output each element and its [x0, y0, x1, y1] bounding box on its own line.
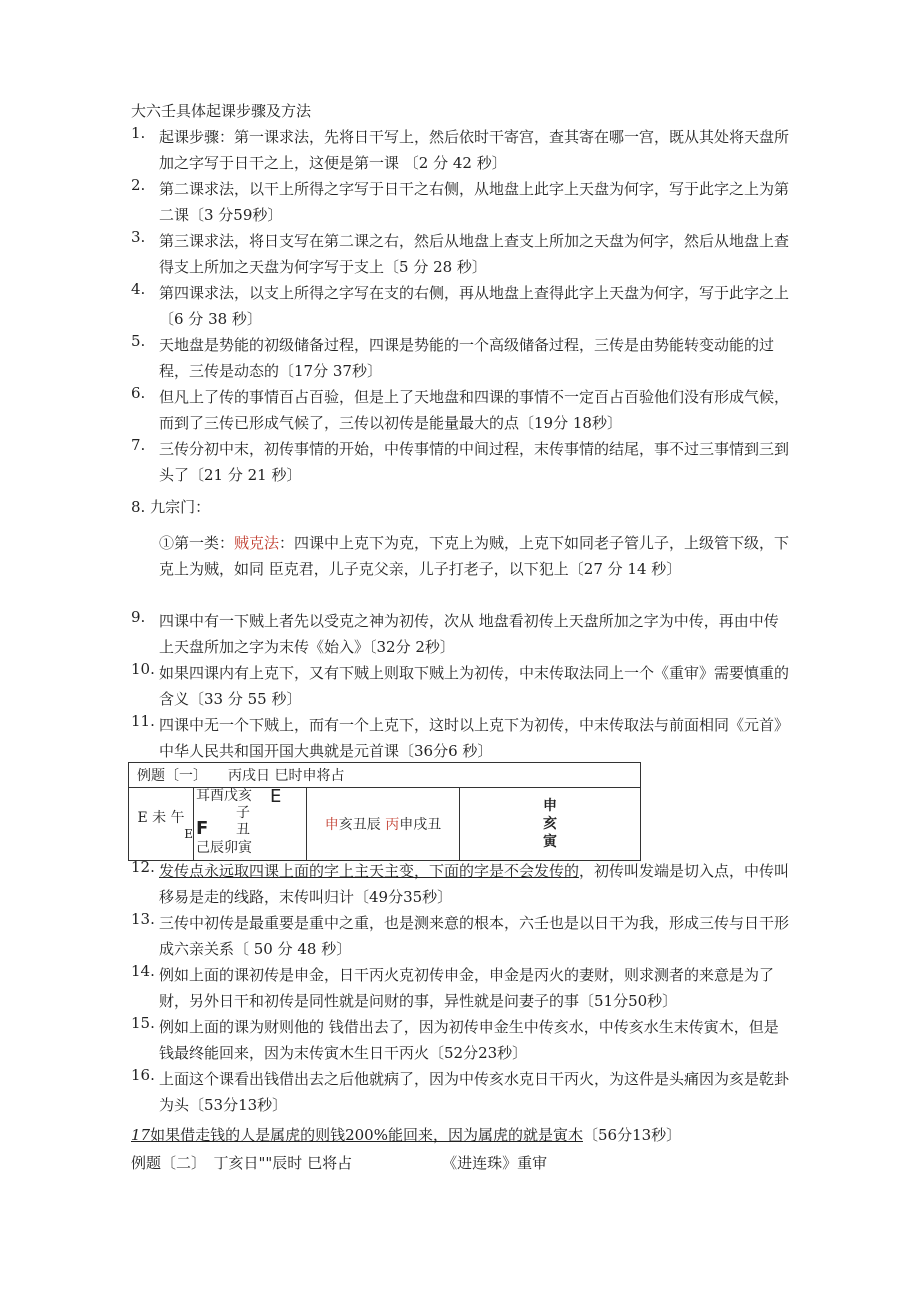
list-item — [131, 962, 791, 1014]
underlined-text: 发传点永远取四课上面的字上主天主变，下面的字是不会发传的 — [159, 862, 580, 880]
lesson-chars: 申戌丑 — [399, 817, 442, 833]
item-number: 10. — [131, 660, 155, 678]
list-item — [131, 280, 791, 332]
underlined-text: 如果借走钱的人是属虎的则钱200%能回来，因为属虎的就是寅木 — [150, 1126, 583, 1144]
list-item — [131, 124, 791, 176]
item-text: 例如上面的课初传是申金，日干丙火克初传申金，申金是丙火的妻财，则求测者的来意是为了财，另外日干和初传是同性就是问财的事，异性就是问妻子的事〔51分50秒〕 — [159, 966, 775, 1010]
item-text: 第二课求法，以干上所得之字写于日干之右侧，从地盘上此字上天盘为何字，写于此字之上为第二课〔3 分59秒〕 — [159, 180, 790, 224]
item-rest-text: ，初传叫发端是切入点，中传叫移易是走的线路，末传叫归计〔49分35秒〕 — [159, 862, 790, 906]
item-text: 如果四课内有上克下，又有下贼上则取下贼上为初传，中末传取法同上一个《重审》需要慎重的含义〔33 分 55 秒〕 — [159, 664, 790, 708]
class-one-prefix: ①第一类： — [159, 534, 235, 552]
list-item — [131, 858, 791, 910]
example-one-table — [128, 762, 641, 861]
item-number: 11. — [131, 712, 155, 730]
item-text: 上面这个课看出钱借出去之后他就病了，因为中传亥水克日干丙火，为这件是头痛因为亥是乾卦为头〔53分13秒〕 — [159, 1070, 790, 1114]
item-17-line — [131, 1122, 681, 1148]
item-number: 17 — [131, 1126, 151, 1144]
three-transmissions-cell — [460, 788, 641, 861]
plate-ring-cell — [194, 788, 307, 861]
item-number: 12. — [131, 858, 155, 876]
item-text: 第四课求法，以支上所得之字写在支的右侧，再从地盘上查得此字上天盘为何字，写于此字之上〔6 分 38 秒〕 — [159, 284, 790, 328]
list-item — [131, 228, 791, 280]
item-text: 四课中有一下贼上者先以受克之神为初传，次从 地盘看初传上天盘所加之字为中传，再由中传上天盘所加之字为末传《始入》〔32分 2秒〕 — [159, 612, 779, 656]
item-text: 三传分初中末，初传事情的开始，中传事情的中间过程，末传事情的结尾，事不过三事情到三到头了〔21 分 21 秒〕 — [159, 440, 790, 484]
middle-transmission: 亥 — [543, 816, 557, 832]
list-item — [131, 384, 791, 436]
example-one-header: 例题〔一〕 丙戌日 巳时申将占 — [129, 763, 641, 788]
plate-mark-f: F — [196, 818, 209, 839]
document-title: 大六壬具体起课步骤及方法 — [131, 102, 312, 120]
item-rest-text: 〔56分13秒〕 — [582, 1126, 682, 1144]
item-number: 2. — [131, 176, 146, 194]
class-one-name: 贼克法 — [234, 534, 280, 552]
final-transmission: 寅 — [543, 834, 557, 850]
four-lessons-cell — [307, 788, 460, 861]
plate-mark-e: E — [270, 786, 282, 807]
item-text: 起课步骤：第一课求法，先将日干写上，然后依时干寄宫，查其寄在哪一宫，既从其处将天盘所加之字写于日干之上，这便是第一课 〔2 分 42 秒〕 — [159, 128, 790, 172]
lesson-chars: 亥丑辰 — [338, 817, 386, 833]
item-number: 13. — [131, 910, 155, 928]
list-item — [131, 436, 791, 488]
item-number: 5. — [131, 332, 146, 350]
plate-bottom-row: 己辰卯寅 — [196, 840, 252, 856]
nine-school-heading: 8. 九宗门： — [131, 498, 211, 516]
initial-transmission: 申 — [543, 798, 557, 814]
item-text: 四课中无一个下贼上，而有一个上克下，这时以上克下为初传，中末传取法与前面相同《元首》中华人民共和国开国大典就是元首课〔36分6 秒〕 — [159, 716, 790, 760]
earth-plate-left-mark: E — [184, 827, 193, 841]
earth-plate-left-text: E 未 午 — [137, 810, 185, 826]
plate-mid-row-2: 丑 — [236, 822, 250, 838]
example-two-note: 《进连珠》重审 — [442, 1154, 548, 1172]
item-text: 第三课求法，将日支写在第二课之右，然后从地盘上查支上所加之天盘为何字，然后从地盘上查得支上所加之天盘为何字写于支上〔5 分 28 秒〕 — [159, 232, 790, 276]
item-number: 6. — [131, 384, 146, 402]
list-item — [131, 608, 791, 660]
item-number: 4. — [131, 280, 146, 298]
item-text — [159, 858, 791, 910]
list-item — [131, 1014, 791, 1066]
list-item — [131, 660, 791, 712]
list-item — [131, 176, 791, 228]
class-one-paragraph — [159, 530, 791, 582]
item-number: 9. — [131, 608, 146, 626]
earth-plate-left-cell — [129, 788, 194, 861]
list-item — [131, 1066, 791, 1118]
item-number: 16. — [131, 1066, 155, 1084]
plate-top-row: 耳酉戊亥 — [196, 788, 252, 804]
item-number: 7. — [131, 436, 146, 454]
list-item — [131, 910, 791, 962]
item-number: 15. — [131, 1014, 155, 1032]
item-number: 1. — [131, 124, 146, 142]
list-item — [131, 712, 791, 764]
item-number: 3. — [131, 228, 146, 246]
item-text: 例如上面的课为财则他的 钱借出去了，因为初传申金生中传亥水，中传亥水生末传寅木，但是钱最终能回来，因为末传寅木生日干丙火〔52分23秒〕 — [159, 1018, 779, 1062]
class-one-text: ：四课中上克下为克，下克上为贼，上克下如同老子管儿子，上级管下级，下克上为贼，如同 臣克君，儿子克父亲，儿子打老子，以下犯上〔27 分 14 秒〕 — [159, 534, 790, 578]
item-text: 三传中初传是最重要是重中之重，也是测来意的根本，六壬也是以日干为我，形成三传与日干形成六亲关系〔 50 分 48 秒〕 — [159, 914, 790, 958]
example-two-header: 例题〔二〕 丁亥日""辰时 巳将占 — [131, 1154, 353, 1172]
example-two-line — [131, 1150, 547, 1176]
lesson-char-red: 丙 — [385, 817, 400, 833]
lesson-char-red: 申 — [324, 817, 339, 833]
item-text: 天地盘是势能的初级储备过程，四课是势能的一个高级储备过程，三传是由势能转变动能的过程，三传是动态的〔17分 37秒〕 — [159, 336, 775, 380]
item-text: 但凡上了传的事情百占百验，但是上了天地盘和四课的事情不一定百占百验他们没有形成气候，而到了三传已形成气候了，三传以初传是能量最大的点〔19分 18秒〕 — [159, 388, 790, 432]
plate-mid-row: 子 — [236, 805, 250, 821]
list-item — [131, 332, 791, 384]
item-number: 14. — [131, 962, 155, 980]
